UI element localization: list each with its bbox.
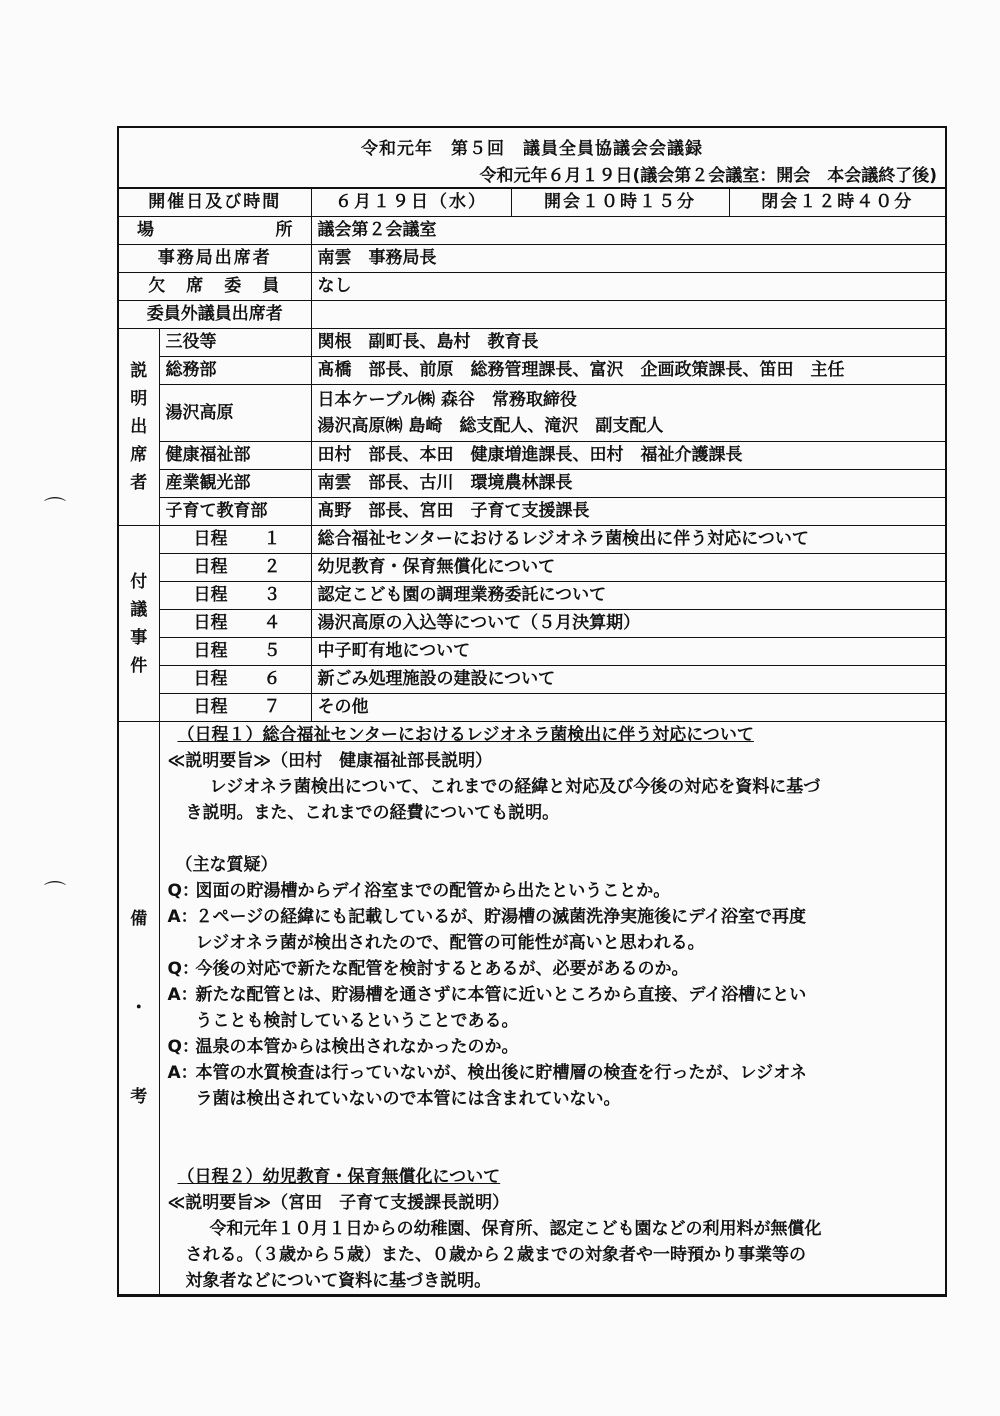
- agenda-item-label: [159, 666, 311, 694]
- vertical-char: 者: [130, 473, 148, 493]
- section-2-body: 令和元年１０月１日からの幼稚園、保育所、認定こども園などの利用料が無償化: [209, 1219, 822, 1239]
- agenda-item-title: その他: [311, 694, 945, 722]
- vertical-char: 説: [130, 361, 148, 381]
- agenda-prefix: 日程: [193, 585, 228, 605]
- agenda-item-label: [159, 610, 311, 638]
- notes-group-label: [119, 722, 159, 1295]
- outside-value: [311, 301, 945, 329]
- agenda-number: ６: [263, 669, 281, 689]
- section-2-summary: ≪説明要旨≫（宮田 子育て支援課長説明）: [167, 1193, 510, 1213]
- notes-body: [159, 722, 945, 1295]
- agenda-item-title: 認定こども園の調理業務委託について: [311, 582, 945, 610]
- office-value: 南雲 事務局長: [311, 245, 945, 273]
- qa-line: 図面の貯湯槽からデイ浴室までの配管から出たということか。: [195, 881, 671, 901]
- explainer-names: [311, 385, 945, 442]
- vertical-char: 考: [130, 1087, 148, 1107]
- agenda-item-title: 新ごみ処理施設の建設について: [311, 666, 945, 694]
- explainer-row: [119, 498, 945, 526]
- qa-tag: Q：: [167, 959, 199, 979]
- minutes-sheet: [117, 126, 947, 1297]
- date-label: 開催日及び時間: [119, 189, 311, 217]
- agenda-item-label: [159, 526, 311, 554]
- vertical-char: 件: [130, 655, 148, 676]
- qa-item: [168, 1034, 940, 1060]
- explainer-row: [119, 470, 945, 498]
- explainer-names: 南雲 部長、古川 環境農林課長: [311, 470, 945, 498]
- meeting-date: ６月１９日（水）: [311, 189, 511, 217]
- agenda-prefix: 日程: [193, 529, 228, 549]
- scan-mark: ⌒: [44, 881, 67, 906]
- office-row: [119, 245, 945, 273]
- explainer-names: 髙野 部長、宮田 子育て支援課長: [311, 498, 945, 526]
- qa-line: うことも検討しているということである。: [195, 1011, 519, 1031]
- notes-row: [119, 722, 945, 1295]
- vertical-char: 議: [130, 599, 148, 620]
- qa-item: [168, 982, 940, 1034]
- qa-tag: A：: [167, 985, 198, 1005]
- qa-item: [168, 1060, 940, 1112]
- place-label-1: 場: [137, 220, 212, 240]
- vertical-char: ・: [130, 998, 148, 1018]
- explainer-dept: 子育て教育部: [159, 498, 311, 526]
- qa-line: レジオネラ菌が検出されたので、配管の可能性が高いと思われる。: [195, 933, 705, 953]
- agenda-number: ４: [263, 613, 281, 633]
- agenda-row: [119, 526, 945, 554]
- office-label: 事務局出席者: [119, 245, 311, 273]
- vertical-char: 明: [130, 389, 148, 409]
- vertical-char: 付: [130, 571, 148, 592]
- agenda-item-title: 湯沢高原の入込等について（５月決算期）: [311, 610, 945, 638]
- explainer-dept: 健康福祉部: [159, 442, 311, 470]
- agenda-number: ５: [263, 641, 281, 661]
- agenda-item-title: 幼児教育・保育無償化について: [311, 554, 945, 582]
- agenda-prefix: 日程: [193, 613, 228, 633]
- explainer-row: [119, 385, 945, 442]
- place-row: [119, 217, 945, 245]
- section-2-body: される。（３歳から５歳）また、０歳から２歳までの対象者や一時預かり事業等の: [185, 1245, 806, 1265]
- agenda-item-title: 総合福祉センターにおけるレジオネラ菌検出に伴う対応について: [311, 526, 945, 554]
- agenda-number: ７: [263, 697, 281, 717]
- qa-tag: A：: [167, 1063, 198, 1083]
- explainer-names: 髙橋 部長、前原 総務管理課長、富沢 企画政策課長、笛田 主任: [311, 357, 945, 385]
- vertical-char: 席: [130, 445, 148, 465]
- place-label: [119, 217, 311, 245]
- section-1-body: き説明。また、これまでの経費についても説明。: [185, 803, 560, 823]
- qa-item: [168, 956, 940, 982]
- qa-line: 新たな配管とは、貯湯槽を通さずに本管に近いところから直接、デイ浴槽にとい: [195, 985, 807, 1005]
- agenda-prefix: 日程: [193, 669, 228, 689]
- qa-line: 温泉の本管からは検出されなかったのか。: [195, 1037, 519, 1057]
- outside-label: 委員外議員出席者: [119, 301, 311, 329]
- agenda-row: [119, 582, 945, 610]
- close-time: 閉会１２時４０分: [729, 189, 945, 217]
- scan-mark: ⌒: [44, 497, 67, 522]
- section-2-title: （日程２）幼児教育・保育無償化について: [177, 1167, 501, 1187]
- explainer-dept: 産業観光部: [159, 470, 311, 498]
- section-1-summary: ≪説明要旨≫（田村 健康福祉部長説明）: [167, 751, 493, 771]
- qa-tag: A：: [167, 907, 198, 927]
- agenda-row: [119, 638, 945, 666]
- document-title: 令和元年 第５回 議員全員協議会会議録: [361, 139, 703, 159]
- section-1-body: レジオネラ菌検出について、これまでの経緯と対応及び今後の対応を資料に基づ: [209, 777, 821, 797]
- document-header: [119, 128, 945, 189]
- qa-heading: （主な質疑）: [175, 855, 278, 875]
- document-subtitle: 令和元年６月１９日(議会第２会議室：開会 本会議終了後): [479, 166, 937, 186]
- agenda-row: [119, 554, 945, 582]
- qa-item: [168, 904, 940, 956]
- agenda-item-label: [159, 554, 311, 582]
- qa-tag: Q：: [167, 881, 199, 901]
- absent-label: 欠 席 委 員: [119, 273, 311, 301]
- agenda-number: ２: [263, 557, 281, 577]
- agenda-prefix: 日程: [193, 641, 228, 661]
- place-label-2: 所: [275, 220, 293, 240]
- agenda-item-label: [159, 582, 311, 610]
- explainer-row: [119, 442, 945, 470]
- agenda-item-label: [159, 638, 311, 666]
- explainer-names-line: 湯沢高原㈱ 島崎 総支配人、滝沢 副支配人: [317, 416, 664, 436]
- agenda-row: [119, 610, 945, 638]
- place-value: 議会第２会議室: [311, 217, 945, 245]
- qa-tag: Q：: [167, 1037, 199, 1057]
- explainer-dept: 湯沢高原: [159, 385, 311, 442]
- agenda-number: １: [263, 529, 281, 549]
- section-2-body: 対象者などについて資料に基づき説明。: [185, 1271, 492, 1291]
- qa-line: 今後の対応で新たな配管を検討するとあるが、必要があるのか。: [195, 959, 689, 979]
- absent-row: [119, 273, 945, 301]
- agenda-row: [119, 694, 945, 722]
- explainer-row: [119, 357, 945, 385]
- explainer-dept: 総務部: [159, 357, 311, 385]
- vertical-char: 事: [130, 627, 148, 648]
- vertical-char: 出: [130, 417, 148, 437]
- explainer-names: 田村 部長、本田 健康増進課長、田村 福祉介護課長: [311, 442, 945, 470]
- vertical-char: 備: [130, 909, 148, 929]
- explainer-dept: 三役等: [159, 329, 311, 357]
- qa-item: [168, 878, 940, 904]
- agenda-item-label: [159, 694, 311, 722]
- agenda-prefix: 日程: [193, 557, 228, 577]
- date-row: [119, 189, 945, 217]
- explainers-group-label: [119, 329, 159, 526]
- absent-value: なし: [311, 273, 945, 301]
- agenda-group-label: [119, 526, 159, 722]
- qa-line: ２ページの経緯にも記載しているが、貯湯槽の滅菌洗浄実施後にデイ浴室で再度: [195, 907, 806, 927]
- agenda-prefix: 日程: [193, 697, 228, 717]
- agenda-number: ３: [263, 585, 281, 605]
- open-time: 開会１０時１５分: [511, 189, 729, 217]
- section-1-title: （日程１）総合福祉センターにおけるレジオネラ菌検出に伴う対応について: [177, 725, 754, 745]
- outside-row: [119, 301, 945, 329]
- explainer-row: [119, 329, 945, 357]
- explainer-names-line: 日本ケーブル㈱ 森谷 常務取締役: [317, 390, 577, 410]
- qa-line: 本管の水質検査は行っていないが、検出後に貯槽層の検査を行ったが、レジオネ: [195, 1063, 807, 1083]
- explainer-names: 関根 副町長、島村 教育長: [311, 329, 945, 357]
- agenda-item-title: 中子町有地について: [311, 638, 945, 666]
- agenda-row: [119, 666, 945, 694]
- qa-line: ラ菌は検出されていないので本管には含まれていない。: [195, 1089, 621, 1109]
- meeting-info-table: [119, 189, 945, 1295]
